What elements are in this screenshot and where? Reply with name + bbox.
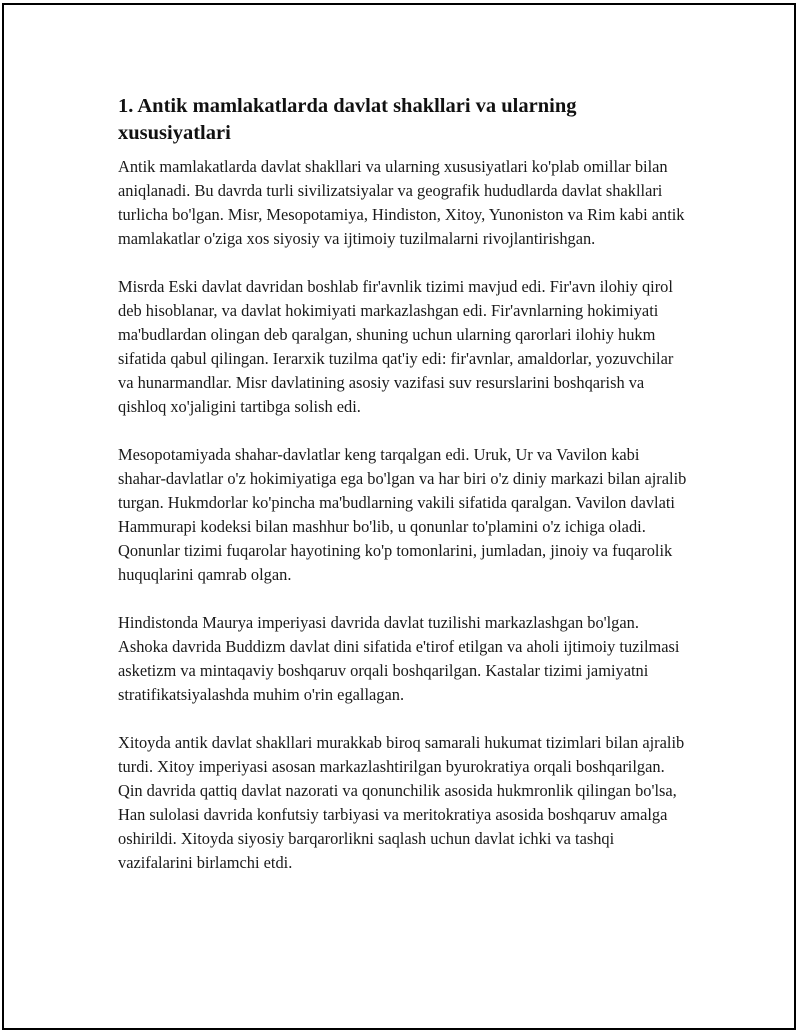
paragraph-china: Xitoyda antik davlat shakllari murakkab biroq samarali hukumat tizimlari bilan ajralib turdi. Xitoy imperiyasi asosan markazlashtirilgan byurokratiya orqali boshqarilgan. Qin davrida qattiq davlat nazorati va qonunchilik asosida hukmronlik qilingan bo'lsa, Han sulolasi davrida konfutsiy tarbiyasi va meritokratiya asosida boshqaruv amalga oshirildi. Xitoyda siyosiy barqarorlikni saqlash uchun davlat ichki va tashqi vazifalarini birlamchi etdi. xyxy=(118,733,685,872)
paragraph-intro: Antik mamlakatlarda davlat shakllari va ularning xususiyatlari ko'plab omillar bilan aniqlanadi. Bu davrda turli sivilizatsiyalar va geografik hududlarda davlat shakllari turlicha bo'lgan. Misr, Mesopotamiya, Hindiston, Xitoy, Yunoniston va Rim kabi antik mamlakatlar o'ziga xos siyosiy va ijtimoiy tuzilmalarni rivojlantirishgan. xyxy=(118,157,685,248)
paragraph-mesopotamia: Mesopotamiyada shahar-davlatlar keng tarqalgan edi. Uruk, Ur va Vavilon kabi shahar-davlatlar o'z hokimiyatiga ega bo'lgan va har biri o'z diniy markazi bilan ajralib turgan. Hukmdorlar ko'pincha ma'budlarning vakili sifatida qaralgan. Vavilon davlati Hammurapi kodeksi bilan mashhur bo'lib, u qonunlar to'plamini o'z ichiga oladi. Qonunlar tizimi fuqarolar hayotining ko'p tomonlarini, jumladan, jinoiy va fuqarolik huquqlarini qamrab olgan. xyxy=(118,445,687,584)
paragraph-india: Hindistonda Maurya imperiyasi davrida davlat tuzilishi markazlashgan bo'lgan. Ashoka davrida Buddizm davlat dini sifatida e'tirof etilgan va aholi ijtimoiy tuzilmasi asketizm va mintaqaviy boshqaruv orqali boshqarilgan. Kastalar tizimi jamiyatni stratifikatsiyalashda muhim o'rin egallagan. xyxy=(118,613,680,704)
document-body xyxy=(118,93,688,899)
paragraph-egypt: Misrda Eski davlat davridan boshlab fir'avnlik tizimi mavjud edi. Fir'avn ilohiy qirol deb hisoblanar, va davlat hokimiyati markazlashgan edi. Fir'avnlarning hokimiyati ma'budlardan olingan deb qaralgan, shuning uchun ularning qarorlari ilohiy hukm sifatida qabul qilingan. Ierarxik tuzilma qat'iy edi: fir'avnlar, amaldorlar, yozuvchilar va hunarmandlar. Misr davlatining asosiy vazifasi suv resurslarini boshqarish va qishloq xo'jaligini tartibga solish edi. xyxy=(118,277,674,416)
document-title: 1. Antik mamlakatlarda davlat shakllari va ularning xususiyatlari xyxy=(118,95,577,144)
